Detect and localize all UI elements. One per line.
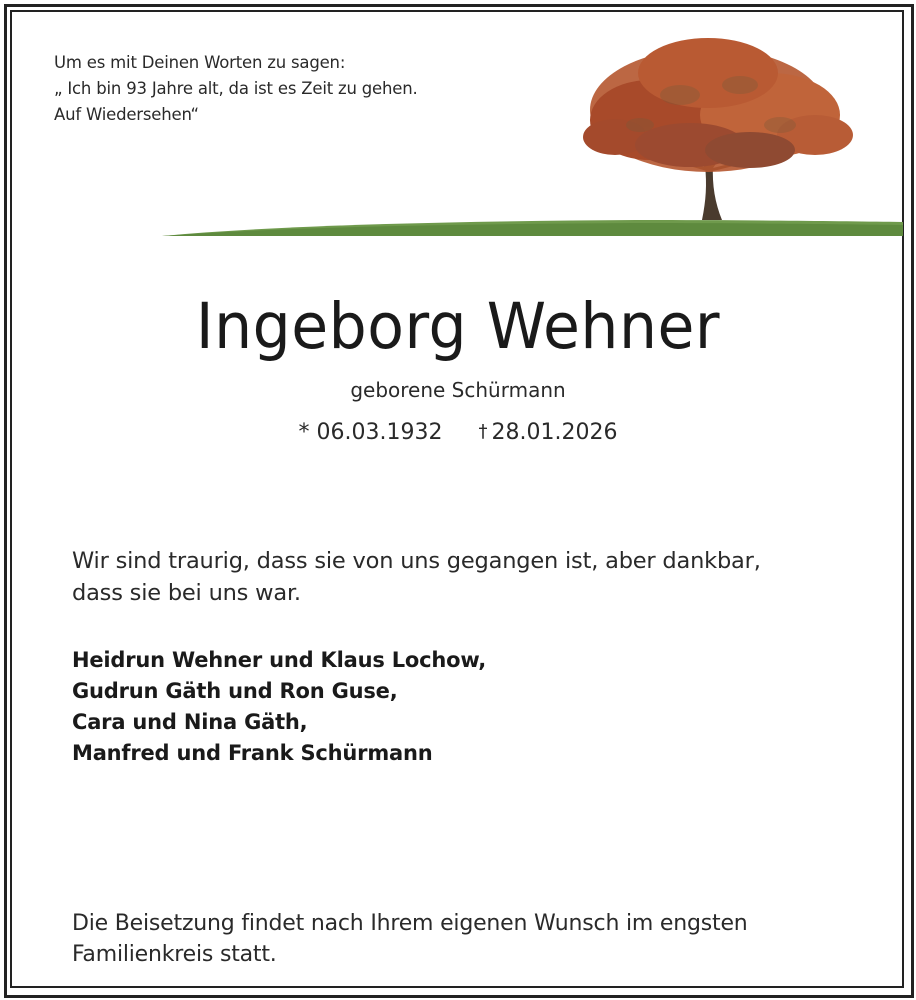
deceased-name: Ingeborg Wehner [195, 290, 721, 364]
maiden-name: geborene Schürmann [350, 378, 566, 402]
mourner-line: Manfred und Frank Schürmann [72, 741, 433, 765]
life-dates [0, 420, 916, 445]
tribute-line-2: dass sie bei uns war. [72, 580, 301, 606]
notice-line-1: Die Beisetzung findet nach Ihrem eigenen Wunsch im engsten [72, 911, 748, 936]
motto-line-1: Um es mit Deinen Worten zu sagen: [54, 53, 346, 72]
tree-trunk [702, 165, 722, 220]
mourner-line: Heidrun Wehner und Klaus Lochow, [72, 648, 486, 672]
mourner-line: Cara und Nina Gäth, [72, 710, 308, 734]
motto-line-2: „ Ich bin 93 Jahre alt, da ist es Zeit zu gehen. [54, 79, 418, 98]
motto-line-3: Auf Wiedersehen“ [54, 105, 199, 124]
death-date: 28.01.2026 [491, 420, 618, 445]
tree-on-hill-image [160, 25, 905, 240]
tribute-line-1: Wir sind traurig, dass sie von uns gegangen ist, aber dankbar, [72, 548, 761, 574]
mourners-list [72, 645, 486, 769]
funeral-notice [72, 908, 872, 970]
mourner-line: Gudrun Gäth und Ron Guse, [72, 679, 398, 703]
birth-date: * 06.03.1932 [298, 420, 443, 445]
cross-icon: † [478, 421, 488, 442]
tribute-text [72, 545, 852, 609]
notice-line-2: Familienkreis statt. [72, 942, 277, 967]
tree-foliage [583, 38, 853, 172]
